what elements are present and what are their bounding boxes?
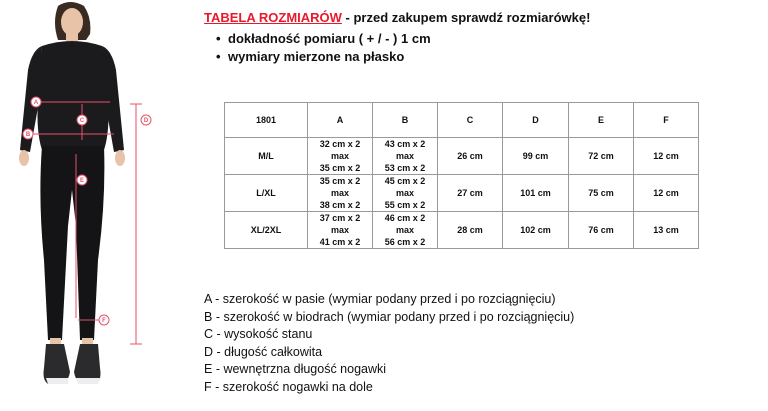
column-header-d: D xyxy=(503,103,569,138)
cell-b-sep: max xyxy=(395,188,414,198)
legend-item-f xyxy=(204,379,724,397)
column-header-b: B xyxy=(373,103,438,138)
cell-b xyxy=(373,138,438,175)
model-figure xyxy=(0,0,170,411)
cell-d: 101 cm xyxy=(503,175,569,212)
legend-item-d xyxy=(204,344,724,362)
marker-d: D xyxy=(143,118,149,124)
table-row xyxy=(225,212,699,249)
cell-a-min: 32 cm x 2 xyxy=(319,139,361,149)
cell-b xyxy=(373,175,438,212)
cell-a-max: 38 cm x 2 xyxy=(319,200,361,210)
cell-b-min: 45 cm x 2 xyxy=(384,176,426,186)
table-row xyxy=(225,175,699,212)
legend-item-a xyxy=(204,291,724,309)
cell-f: 12 cm xyxy=(634,175,699,212)
legend-key: B xyxy=(204,309,213,324)
size-table xyxy=(224,102,699,249)
cell-a xyxy=(308,138,373,175)
legend-key: D xyxy=(204,344,214,359)
column-header-f: F xyxy=(634,103,699,138)
measurement-legend xyxy=(204,291,724,396)
legend-key: C xyxy=(204,327,214,341)
cell-e: 75 cm xyxy=(569,175,634,212)
cell-b-sep: max xyxy=(395,225,414,235)
cell-e: 76 cm xyxy=(569,212,634,249)
legend-item-e xyxy=(204,361,724,379)
column-header-a: A xyxy=(308,103,373,138)
product-code: 1801 xyxy=(225,103,308,138)
table-row xyxy=(225,138,699,175)
cell-a-sep: max xyxy=(330,225,349,235)
cell-b-sep: max xyxy=(395,151,414,161)
marker-e: E xyxy=(79,178,85,184)
cell-b xyxy=(373,212,438,249)
cell-e: 72 cm xyxy=(569,138,634,175)
cell-f: 12 cm xyxy=(634,138,699,175)
cell-f: 13 cm xyxy=(634,212,699,249)
legend-key: F xyxy=(204,379,212,394)
cell-a xyxy=(308,212,373,249)
column-header-e: E xyxy=(569,103,634,138)
cell-c: 27 cm xyxy=(438,175,503,212)
cell-a-sep: max xyxy=(330,188,349,198)
size-label: L/XL xyxy=(225,175,308,212)
legend-text: - wysokość stanu xyxy=(213,327,313,341)
cell-a-min: 35 cm x 2 xyxy=(319,176,361,186)
legend-key: A xyxy=(204,292,212,306)
marker-a: A xyxy=(33,100,39,106)
size-label: XL/2XL xyxy=(225,212,308,249)
marker-f: F xyxy=(102,318,106,324)
cell-a-max: 35 cm x 2 xyxy=(319,163,361,173)
cell-a xyxy=(308,175,373,212)
legend-item-c xyxy=(204,326,724,344)
cell-d: 102 cm xyxy=(503,212,569,249)
legend-text: - szerokość w biodrach (wymiar podany przed i po rozciągnięciu) xyxy=(212,309,575,324)
legend-key: E xyxy=(204,362,213,376)
cell-c: 28 cm xyxy=(438,212,503,249)
marker-b: B xyxy=(25,132,31,138)
model-illustration xyxy=(0,0,170,411)
cell-b-max: 53 cm x 2 xyxy=(384,163,426,173)
legend-text: - szerokość nogawki na dole xyxy=(211,379,373,394)
cell-c: 26 cm xyxy=(438,138,503,175)
note-accuracy: • dokładność pomiaru ( + / - ) 1 cm xyxy=(216,30,764,48)
header xyxy=(204,10,764,66)
cell-a-max: 41 cm x 2 xyxy=(319,237,361,247)
cell-b-max: 55 cm x 2 xyxy=(384,200,426,210)
notes-list xyxy=(204,30,764,66)
legend-text: - szerokość w pasie (wymiar podany przed i po rozciągnięciu) xyxy=(211,292,556,306)
title-rest: - przed zakupem sprawdź rozmiarówkę! xyxy=(341,10,591,25)
size-label: M/L xyxy=(225,138,308,175)
title-highlight: TABELA ROZMIARÓW xyxy=(204,10,342,25)
legend-item-b xyxy=(204,309,724,327)
column-header-c: C xyxy=(438,103,503,138)
note-flat: • wymiary mierzone na płasko xyxy=(216,48,764,66)
cell-d: 99 cm xyxy=(503,138,569,175)
cell-b-max: 56 cm x 2 xyxy=(384,237,426,247)
legend-text: - wewnętrzna długość nogawki xyxy=(212,362,387,376)
cell-a-sep: max xyxy=(330,151,349,161)
cell-b-min: 46 cm x 2 xyxy=(384,213,426,223)
cell-a-min: 37 cm x 2 xyxy=(319,213,361,223)
legend-text: - długość całkowita xyxy=(213,344,323,359)
marker-c: C xyxy=(79,118,85,124)
page-title xyxy=(204,10,764,26)
cell-b-min: 43 cm x 2 xyxy=(384,139,426,149)
table-header-row xyxy=(225,103,699,138)
